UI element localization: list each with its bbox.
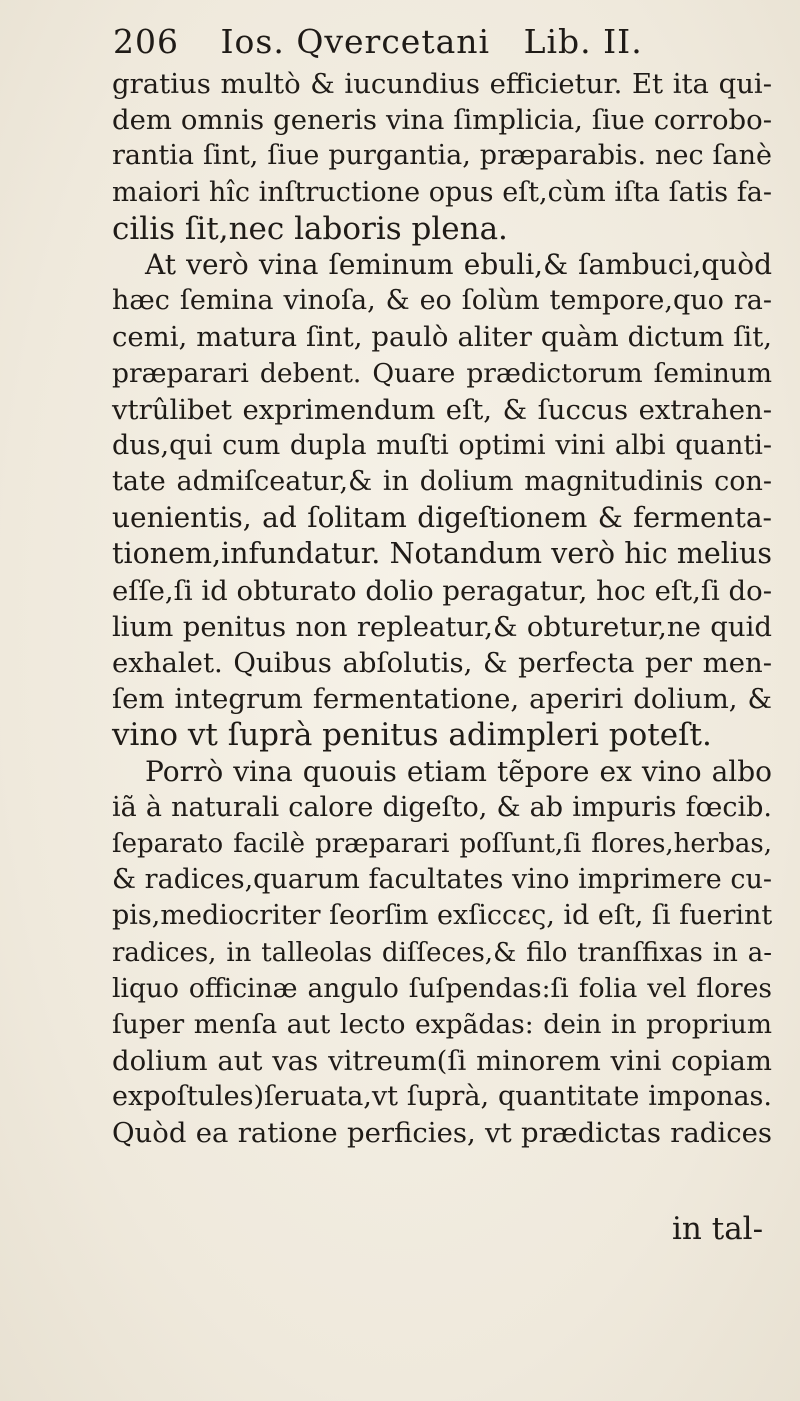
text-line: cilis ſit,nec laboris plena. <box>112 210 508 247</box>
text-line: liquo officinæ angulo ſuſpendas:ſi folia vel flores <box>112 972 772 1004</box>
page-number: 206 <box>113 22 179 61</box>
text-line: gratius multò & iucundius efficietur. Et ita qui- <box>112 68 772 100</box>
text-line: At verò vina ſeminum ebuli,& ſambuci,quòd <box>145 247 772 281</box>
text-line: & radices,quarum facultates vino imprimere cu- <box>112 864 772 896</box>
text-line: radices, in talleolas diſſeces,& filo tranſfixas in a- <box>112 937 772 968</box>
text-line: tate admiſceatur,& in dolium magnitudinis con- <box>112 466 772 498</box>
text-line: Porrò vina quouis etiam tẽpore ex vino albo <box>145 754 772 788</box>
text-line: pis,mediocriter ſeorſim exſiccες, id eſt, ſi fuerint <box>112 900 773 932</box>
book-number: Lib. II. <box>523 22 643 61</box>
body-text <box>112 66 772 1152</box>
text-line: hæc ſemina vinoſa, & eo ſolùm tempore,quo ra- <box>112 285 772 317</box>
text-line: lium penitus non repleatur,& obturetur,ne quid <box>112 610 772 643</box>
text-line: dolium aut vas vitreum(ſi minorem vini copiam <box>112 1045 772 1078</box>
running-header <box>113 20 713 64</box>
text-line: exhalet. Quibus abſolutis, & perfecta per men- <box>112 647 772 679</box>
text-line: ſeparato facilè præparari poſſunt,ſi flores,herbas, <box>112 828 772 859</box>
text-line: dus,qui cum dupla muſti optimi vini albi quanti- <box>112 429 772 461</box>
text-line: Quòd ea ratione perficies, vt prædictas radices <box>112 1117 772 1150</box>
author-name: Ios. Qvercetani <box>220 22 491 61</box>
text-line: dem omnis generis vina ſimplicia, ſiue corrobo- <box>112 104 772 137</box>
text-line: uenientis, ad ſolitam digeſtionem & fermenta- <box>112 501 772 535</box>
text-line: rantia ſint, ſiue purgantia, præparabis. nec ſanè <box>112 140 772 172</box>
text-line: cemi, matura ſint, paulò aliter quàm dictum ſit, <box>112 321 772 354</box>
text-line: præparari debent. Quare prædictorum ſeminum <box>112 357 772 389</box>
text-line: vino vt ſuprà penitus adimpleri poteſt. <box>112 717 712 754</box>
text-line: iã à naturali calore digeſto, & ab impuris fœcib. <box>112 791 772 823</box>
text-line: ſem integrum fermentatione, aperiri dolium, & <box>112 683 772 716</box>
text-line: tionem,infundatur. Notandum verò hic melius <box>112 537 772 571</box>
text-line: ſuper menſa aut lecto expãdas: dein in proprium <box>112 1008 772 1040</box>
text-line: expoſtules)ſeruata,vt ſuprà, quantitate imponas. <box>112 1081 772 1113</box>
text-line: eſſe,ſi id obturato dolio peragatur, hoc eſt,ſi do- <box>112 574 772 607</box>
text-line: maiori hîc inſtructione opus eſt,cùm iſta ſatis fa- <box>112 176 772 208</box>
text-line: vtrûlibet exprimendum eſt, & ſuccus extrahen- <box>112 393 772 426</box>
catchword: in tal- <box>672 1211 764 1247</box>
